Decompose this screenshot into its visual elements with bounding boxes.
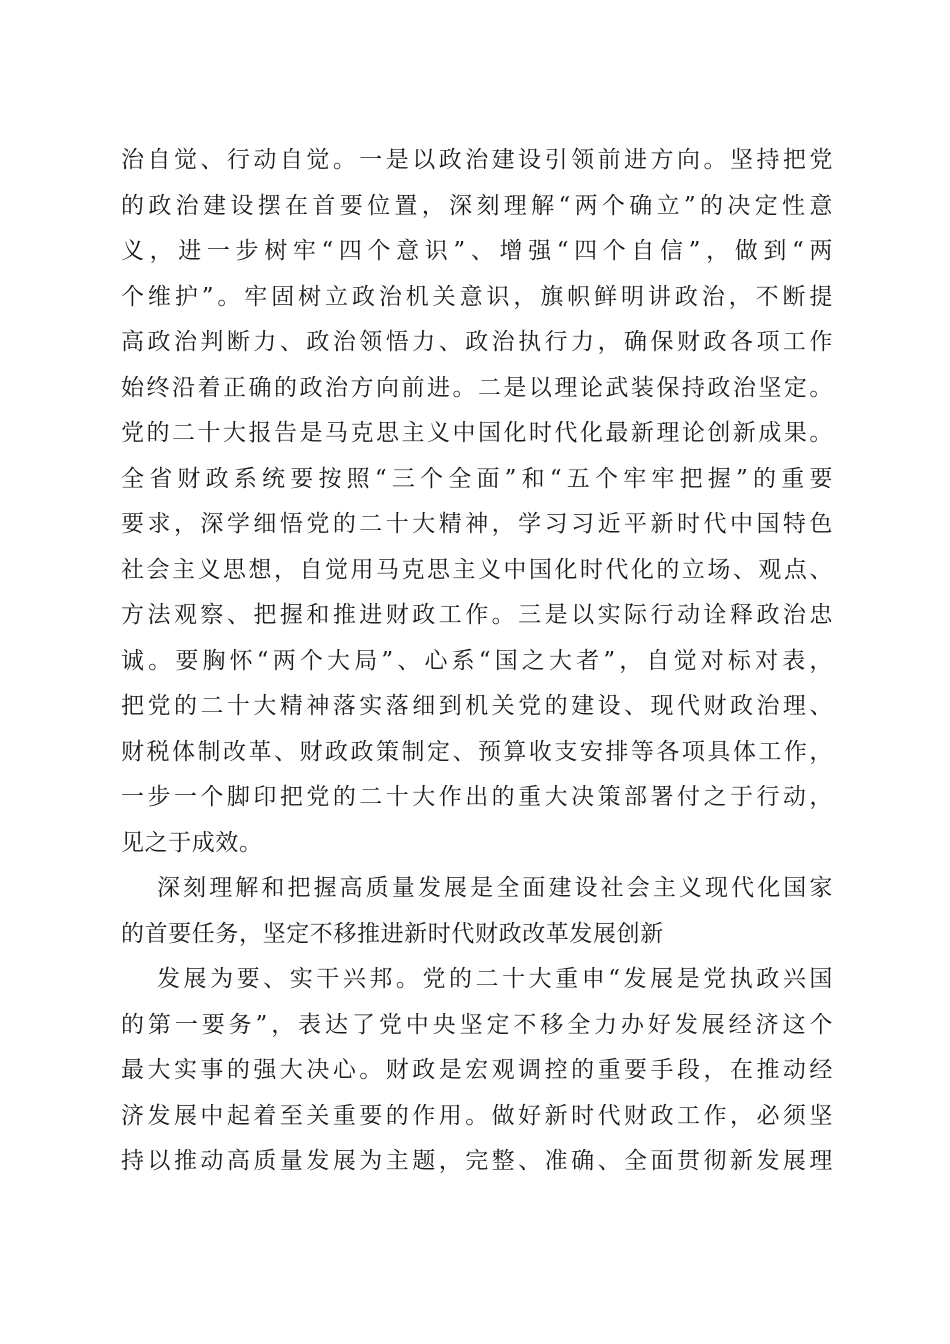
text-line: 最大实事的强大决心。财政是宏观调控的重要手段，在推动经: [121, 1057, 833, 1083]
text-line: 义，进一步树牢“四个意识”、增强“四个自信”，做到“两: [121, 238, 833, 264]
text-line: 的政治建设摆在首要位置，深刻理解“两个确立”的决定性意: [121, 192, 833, 219]
text-line: 党的二十大报告是马克思主义中国化时代化最新理论创新成果。: [121, 420, 833, 446]
text-line: 方法观察、把握和推进财政工作。三是以实际行动诠释政治忠: [121, 602, 833, 628]
text-line: 一步一个脚印把党的二十大作出的重大决策部署付之于行动，: [121, 784, 833, 810]
text-line: 把党的二十大精神落实落细到机关党的建设、现代财政治理、: [121, 693, 833, 719]
text-line: 个维护”。牢固树立政治机关意识，旗帜鲜明讲政治，不断提: [121, 283, 833, 310]
text-line: 社会主义思想，自觉用马克思主义中国化时代化的立场、观点、: [121, 556, 833, 583]
text-line: 治自觉、行动自觉。一是以政治建设引领前进方向。坚持把党: [121, 147, 833, 173]
document-body: [121, 138, 833, 1185]
text-line: 全省财政系统要按照“三个全面”和“五个牢牢把握”的重要: [121, 465, 833, 492]
text-line: 持以推动高质量发展为主题，完整、准确、全面贯彻新发展理: [121, 1148, 833, 1174]
text-line: 高政治判断力、政治领悟力、政治执行力，确保财政各项工作: [121, 329, 833, 355]
text-line: 见之于成效。: [121, 829, 263, 856]
text-line: 始终沿着正确的政治方向前进。二是以理论武装保持政治坚定。: [121, 374, 833, 401]
text-line: 的第一要务”，表达了党中央坚定不移全力办好发展经济这个: [121, 1011, 833, 1038]
text-line: 诚。要胸怀“两个大局”、心系“国之大者”，自觉对标对表，: [121, 647, 833, 674]
text-line: 要求，深学细悟党的二十大精神，学习习近平新时代中国特色: [121, 511, 833, 537]
text-line: 财税体制改革、财政政策制定、预算收支安排等各项具体工作，: [121, 738, 833, 765]
text-line: 发展为要、实干兴邦。党的二十大重申“发展是党执政兴国: [157, 966, 833, 992]
section-heading-line: 的首要任务，坚定不移推进新时代财政改革发展创新: [121, 920, 664, 947]
text-line: 济发展中起着至关重要的作用。做好新时代财政工作，必须坚: [121, 1102, 833, 1129]
section-heading-line: 深刻理解和把握高质量发展是全面建设社会主义现代化国家: [157, 875, 833, 901]
